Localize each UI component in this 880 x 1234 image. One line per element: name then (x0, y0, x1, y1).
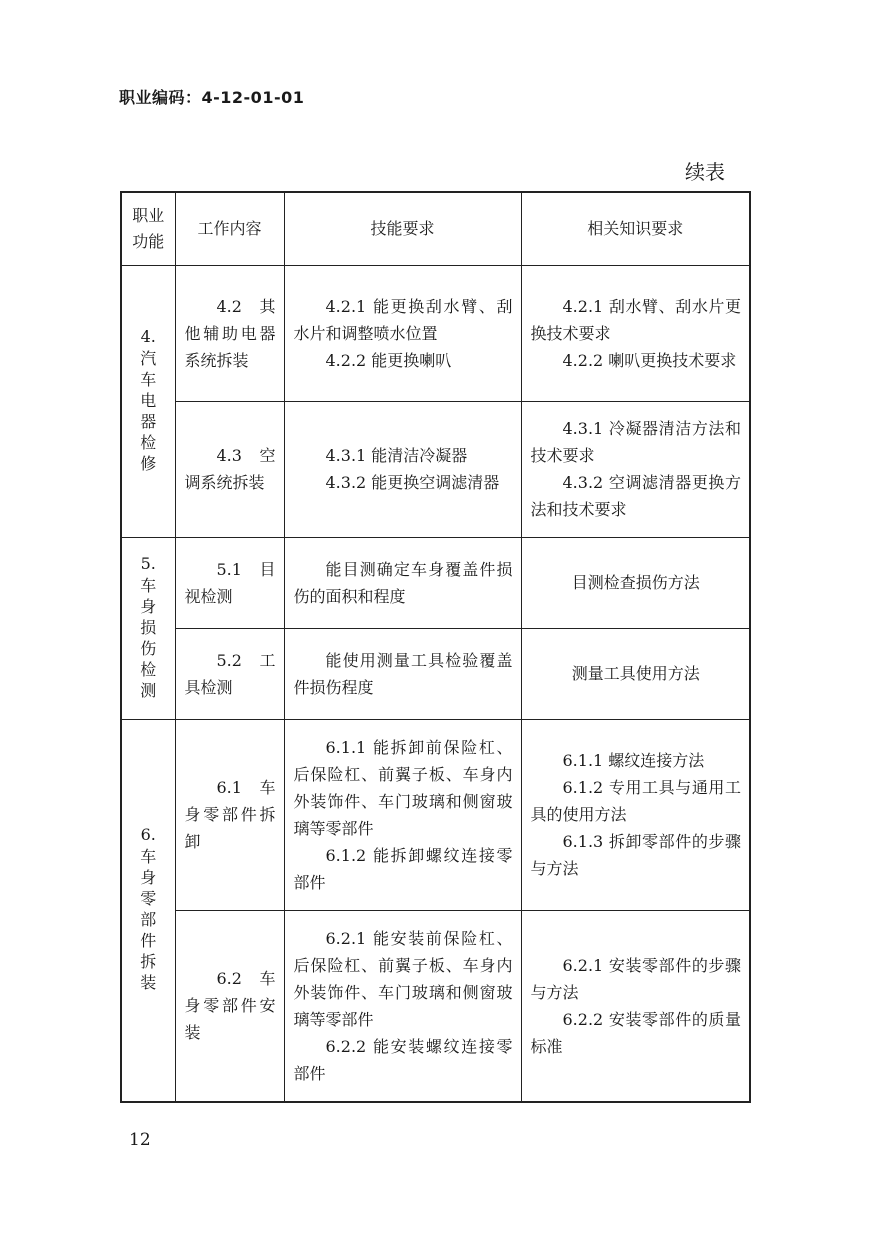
col-header-skills: 技能要求 (284, 192, 521, 265)
skills-table (120, 191, 751, 1103)
skill-item: 6.2.2 能安装螺纹连接零部件 (293, 1036, 513, 1083)
function-name: 车身损伤检测 (140, 575, 157, 700)
knowledge-cell (521, 719, 750, 910)
skill-item: 4.3.2 能更换空调滤清器 (325, 473, 500, 492)
skill-item: 6.1.2 能拆卸螺纹连接零部件 (293, 845, 513, 892)
skill-item: 6.2.1 能安装前保险杠、后保险杠、前翼子板、车身内外装饰件、车门玻璃和侧窗玻璃等零部件 (293, 928, 513, 1029)
skill-item: 6.1.1 能拆卸前保险杠、后保险杠、前翼子板、车身内外装饰件、车门玻璃和侧窗玻璃等零部件 (293, 737, 513, 838)
knowledge-item: 4.2.1 刮水臂、刮水片更换技术要求 (530, 296, 741, 343)
knowledge-cell (521, 628, 750, 719)
table-row (121, 537, 750, 628)
work-content: 5.2 工具检测 (175, 628, 284, 719)
knowledge-item: 测量工具使用方法 (571, 664, 700, 683)
occupation-code: 职业编码：4-12-01-01 (119, 88, 305, 107)
function-name: 车身零部件拆装 (140, 847, 157, 993)
skill-item: 能使用测量工具检验覆盖件损伤程度 (293, 650, 513, 697)
table-row (121, 401, 750, 537)
skill-cell (284, 265, 521, 401)
function-cell (121, 719, 175, 1102)
skill-cell (284, 401, 521, 537)
work-content: 5.1 目视检测 (175, 537, 284, 628)
function-cell (121, 537, 175, 719)
col-header-function: 职业功能 (121, 192, 175, 265)
knowledge-item: 6.2.1 安装零部件的步骤与方法 (530, 955, 741, 1002)
knowledge-item: 4.3.2 空调滤清器更换方法和技术要求 (530, 473, 741, 519)
knowledge-item: 6.1.3 拆卸零部件的步骤与方法 (530, 832, 741, 878)
work-content: 6.2 车身零部件安装 (175, 910, 284, 1102)
knowledge-cell (521, 265, 750, 401)
skill-item: 4.2.2 能更换喇叭 (325, 350, 452, 370)
knowledge-item: 4.3.1 冷凝器清洁方法和技术要求 (530, 419, 741, 465)
skill-item: 4.2.1 能更换刮水臂、刮水片和调整喷水位置 (293, 296, 513, 343)
knowledge-item: 4.2.2 喇叭更换技术要求 (562, 350, 737, 370)
skill-cell (284, 719, 521, 910)
knowledge-item: 目测检查损伤方法 (571, 573, 700, 592)
continued-label: 续表 (685, 160, 725, 184)
work-content: 4.2 其他辅助电器系统拆装 (175, 265, 284, 401)
skill-item: 4.3.1 能清洁冷凝器 (325, 446, 468, 465)
work-content: 6.1 车身零部件拆卸 (175, 719, 284, 910)
function-name: 汽车电器检修 (140, 348, 157, 473)
knowledge-item: 6.1.1 螺纹连接方法 (562, 751, 705, 770)
col-header-content: 工作内容 (175, 192, 284, 265)
knowledge-cell (521, 401, 750, 537)
knowledge-cell (521, 910, 750, 1102)
function-number: 5. (140, 553, 156, 573)
knowledge-cell (521, 537, 750, 628)
function-cell (121, 265, 175, 537)
table-row (121, 910, 750, 1102)
skill-cell (284, 537, 521, 628)
col-header-knowledge: 相关知识要求 (521, 192, 750, 265)
knowledge-item: 6.1.2 专用工具与通用工具的使用方法 (530, 778, 741, 824)
function-number: 6. (140, 825, 156, 845)
skill-cell (284, 910, 521, 1102)
table-row (121, 719, 750, 910)
page-number: 12 (129, 1130, 151, 1150)
skill-item: 能目测确定车身覆盖件损伤的面积和程度 (293, 559, 513, 606)
work-content: 4.3 空调系统拆装 (175, 401, 284, 537)
skill-cell (284, 628, 521, 719)
table-row (121, 265, 750, 401)
table-row (121, 628, 750, 719)
function-number: 4. (140, 326, 156, 346)
knowledge-item: 6.2.2 安装零部件的质量标准 (530, 1009, 741, 1056)
